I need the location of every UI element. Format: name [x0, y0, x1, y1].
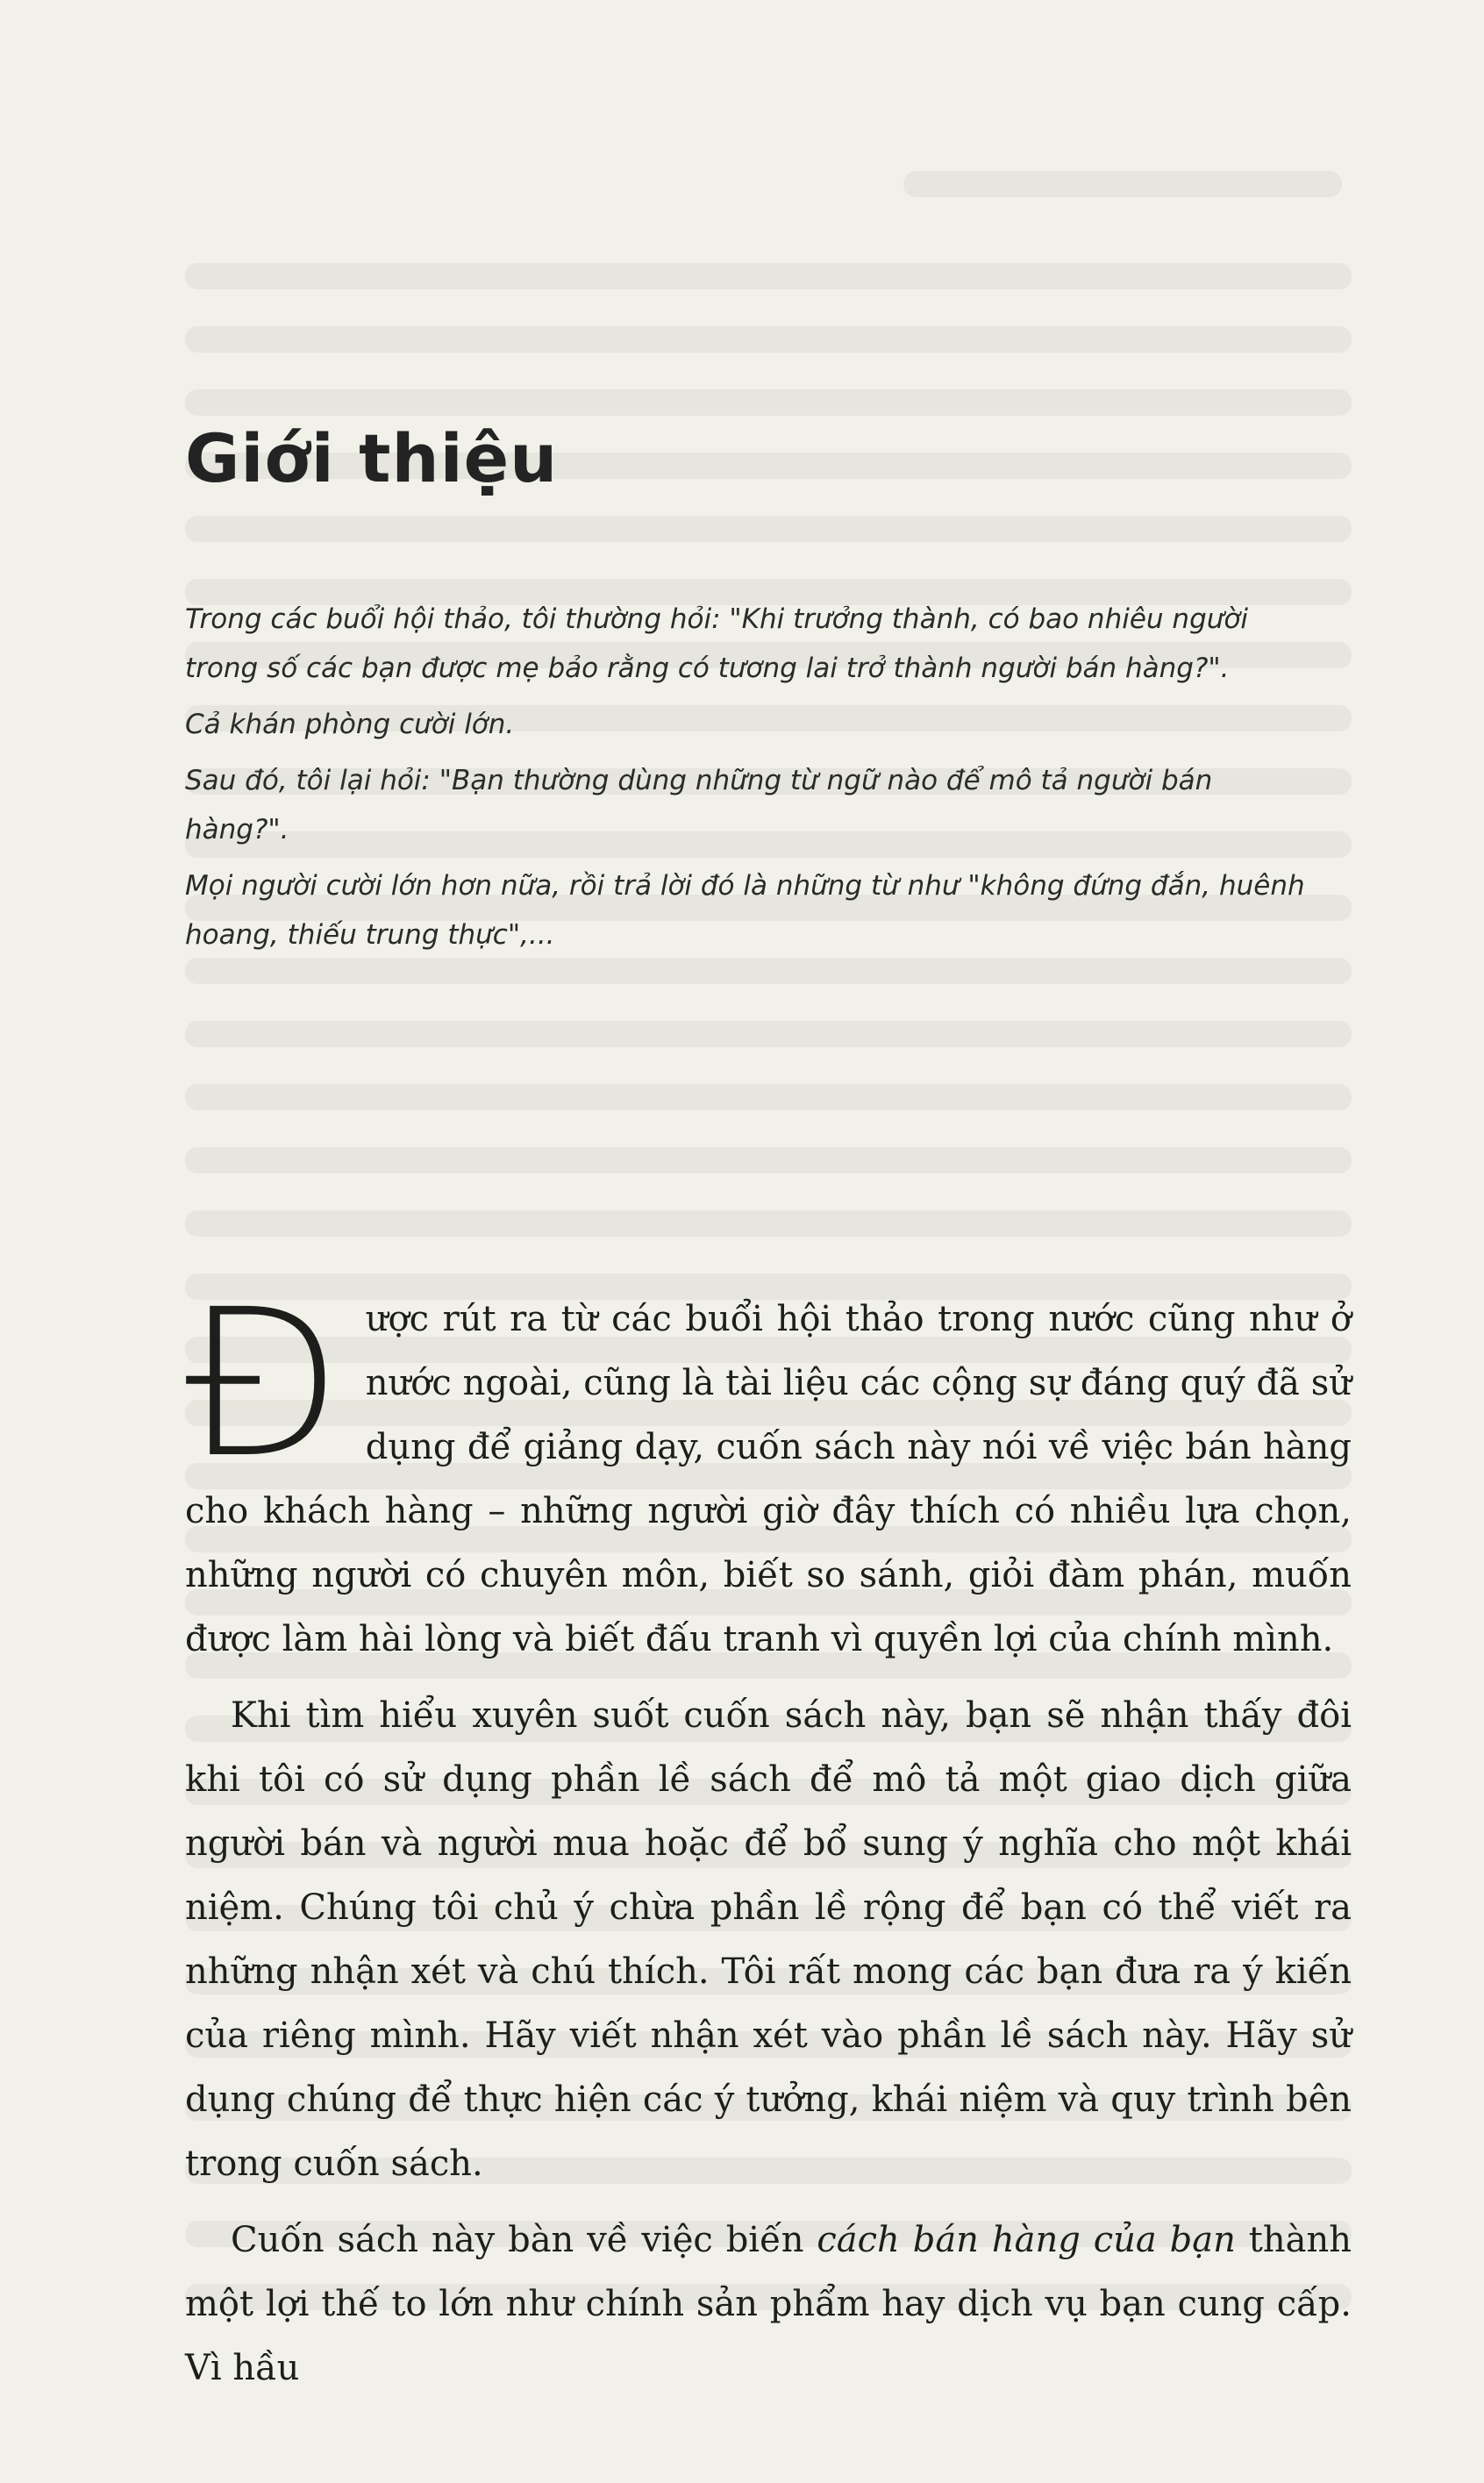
drop-cap: Đ [185, 1266, 343, 1502]
intro-anecdote [185, 595, 1316, 967]
body-paragraph-2 [185, 1684, 1352, 2196]
intro-paragraph: Cả khán phòng cười lớn. [185, 709, 515, 740]
body-paragraph-3 [185, 2208, 1352, 2401]
intro-paragraph: Sau đó, tôi lại hỏi: "Bạn thường dùng những từ ngữ nào để mô tả người bán hàng?". [185, 765, 1213, 846]
body-text [185, 1266, 1352, 2401]
body-paragraph-2-text: Khi tìm hiểu xuyên suốt cuốn sách này, bạn sẽ nhận thấy đôi khi tôi có sử dụng phần lề sách để mô tả một giao dịch giữa người bán và người mua hoặc để bổ sung ý nghĩa cho một khái niệm. Chúng tôi chủ ý chừa phần lề rộng để bạn có thể viết ra những nhận xét và chú thích. Tôi rất mong các bạn đưa ra ý kiến của riêng mình. Hãy viết nhận xét vào phần lề sách này. Hãy sử dụng chúng để thực hiện các ý tưởng, khái niệm và quy trình bên trong cuốn sách. [185, 1695, 1352, 2184]
intro-paragraph: Mọi người cười lớn hơn nữa, rồi trả lời đó là những từ như "không đứng đắn, huênh hoang, thiếu trung thực",... [185, 870, 1305, 951]
body-emphasis: cách bán hàng của bạn [817, 2220, 1236, 2260]
body-paragraph-1-text: ược rút ra từ các buổi hội thảo trong nước cũng như ở nước ngoài, cũng là tài liệu các cộng sự đáng quý đã sử dụng để giảng dạy, cuốn sách này nói về việc bán hàng cho khách hàng – những người giờ đây thích có nhiều lựa chọn, những người có chuyên môn, biết so sánh, giỏi đàm phán, muốn được làm hài lòng và biết đấu tranh vì quyền lợi của chính mình. [185, 1299, 1352, 1659]
body-paragraph-3-end: thành một lợi thế to lớn như chính sản phẩm hay dịch vụ bạn cung cấp. Vì hầu [185, 2220, 1352, 2388]
chapter-heading: Giới thiệu [185, 419, 559, 497]
intro-paragraph: Trong các buổi hội thảo, tôi thường hỏi: "Khi trưởng thành, có bao nhiêu người trong số các bạn được mẹ bảo rằng có tương lai trở thành người bán hàng?". [185, 603, 1248, 684]
body-paragraph-3-start: Cuốn sách này bàn về việc biến [231, 2220, 817, 2260]
body-paragraph-1 [185, 1266, 1352, 1672]
